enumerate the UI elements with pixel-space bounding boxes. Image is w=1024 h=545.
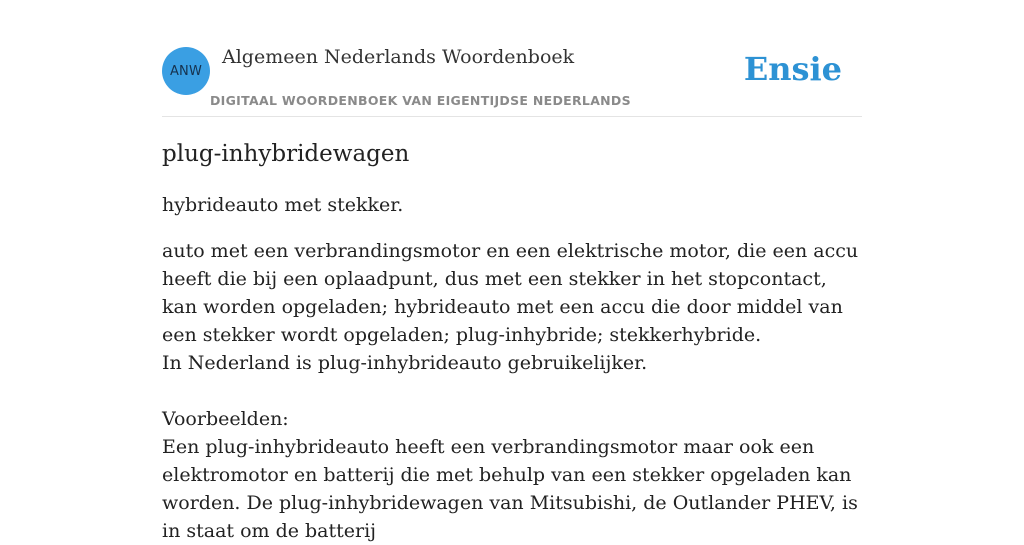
site-subtitle: DIGITAAL WOORDENBOEK VAN EIGENTIJDSE NEDERLANDS (210, 93, 631, 108)
long-definition: auto met een verbrandingsmotor en een elektrische motor, die een accu heeft die bij een oplaadpunt, dus met een stekker in het stopcontact, kan worden opgeladen; hybrideauto met een accu die door middel van een stekker wordt opgeladen; plug-inhybride; stekkerhybride. (162, 240, 859, 346)
anw-logo[interactable]: ANW (162, 47, 210, 95)
ensie-brand-logo[interactable]: Ensie (743, 50, 842, 88)
examples-label: Voorbeelden: (162, 408, 289, 430)
usage-note: In Nederland is plug-inhybrideauto gebruikelijker. (162, 352, 648, 374)
example-text: Een plug-inhybrideauto heeft een verbrandingsmotor maar ook een elektromotor en batterij die met behulp van een stekker opgeladen kan worden. De plug-inhybridewagen van Mitsubishi, de Outlander PHEV, is in staat om de batterij (162, 436, 858, 542)
site-title[interactable]: Algemeen Nederlands Woordenboek (222, 46, 575, 68)
spacer (162, 377, 862, 405)
entry-headword: plug-inhybridewagen (162, 141, 410, 167)
long-definition-block (162, 237, 862, 545)
entry-content (162, 138, 862, 545)
short-definition: hybrideauto met stekker. (162, 194, 404, 216)
site-header (162, 46, 862, 117)
